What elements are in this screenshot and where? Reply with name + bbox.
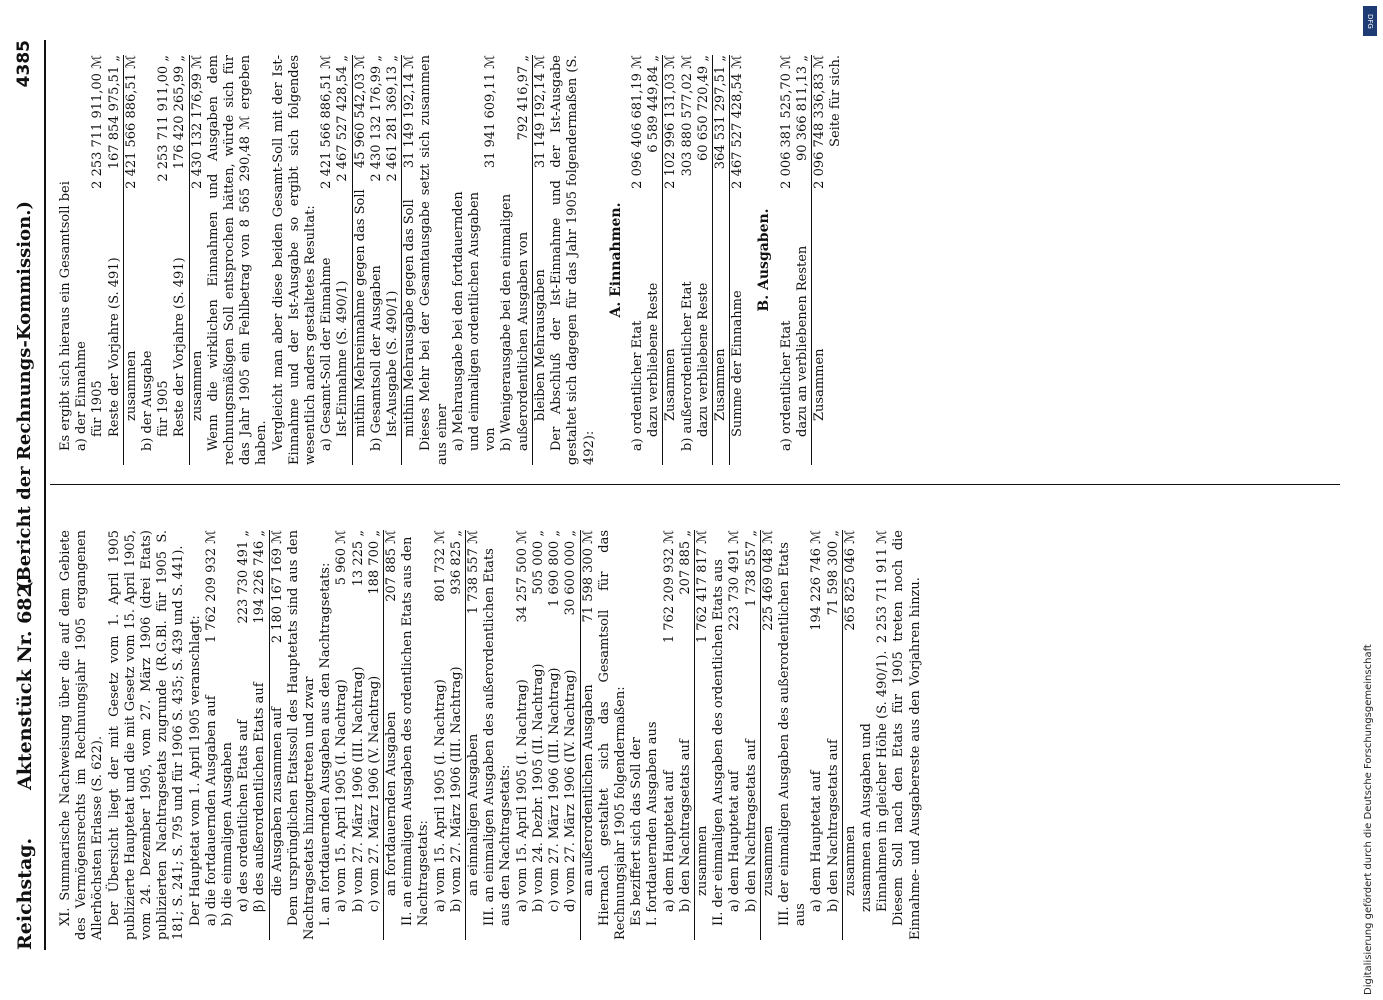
line-item: b) vom 27. März 1906 (III. Nachtrag) 13 225 „ — [350, 530, 366, 912]
continuation-note: Seite für sich. — [828, 55, 844, 147]
paragraph: Der Hauptetat vom 1. April 1905 veranschlagt: — [187, 615, 203, 926]
paragraph: Diesem Soll nach den Etats für 1905 treten noch die Einnahme- und Ausgabereste aus den Vorjahren hinzu. — [891, 530, 923, 940]
total-line: zusammen an Ausgaben und Einnahmen in gleicher Höhe (S. 490/1). 2 253 711 911 ℳ — [858, 530, 891, 912]
section-heading: III. der einmaligen Ausgaben des außerordentlichen Etats aus — [776, 542, 809, 926]
section-heading: III. an einmaligen Ausgaben des außerordentlichen Etats aus den Nachtragsetats: — [482, 548, 514, 926]
header-rule — [44, 40, 46, 950]
line-item: b) außerordentlicher Etat 303 880 577,02 ℳ — [679, 55, 695, 451]
paragraph: Es ergibt sich hieraus ein Gesamtsoll bei — [58, 181, 73, 451]
paragraph: Der Übersicht liegt der mit Gesetz vom 1. April 1905 publizierte Hauptetat und die mit Gesetz vom 15. April 1905, vom 24. Dezember 1905, vom 27. März 1906 (drei Etats) publizierten Nachtragsetats zugrunde (R.G.Bl. für 1905 S. 181; S. 241; S. 795 und für 1906 S. 435; S. 439 und S. 441). — [106, 530, 187, 940]
header-subtitle: (Bericht der Rechnungs-Kommission.) — [14, 201, 35, 590]
total-line: Summe der Einnahme 2 467 527 428,54 ℳ — [729, 55, 746, 465]
line-item: c) vom 27. März 1906 (V. Nachtrag) 188 700 „ — [366, 530, 382, 912]
sum-line: an einmaligen Ausgaben 1 738 557 ℳ — [465, 530, 482, 940]
sum-line: an außerordentlichen Ausgaben 71 598 300 ℳ — [580, 530, 597, 940]
dfg-logo: DFG — [1363, 6, 1377, 36]
line-item: a) Gesamt-Soll der Einnahme 2 421 566 886,51 ℳ — [319, 55, 335, 451]
sum-line: zusammen 2 421 566 886,51 ℳ — [123, 55, 140, 465]
sum-line: zusammen 2 430 132 176,99 ℳ — [189, 55, 206, 465]
line-item: a) Mehrausgabe bei den fortdauernden und einmaligen ordentlichen Ausgaben von 31 941 609,11 ℳ — [450, 55, 499, 451]
paragraph: Vergleicht man aber diese beiden Gesamt-Soll mit der Ist-Einnahme und der Ist-Ausgabe so ergibt sich folgendes wesentlich anders gestaltetes Resultat: — [270, 55, 319, 465]
sum-line: Zusammen 2 102 996 131,03 ℳ — [662, 55, 679, 465]
sum-line: bleiben Mehrausgaben 31 149 192,14 ℳ — [532, 55, 549, 465]
line-item: Ist-Ausgabe (S. 490/1) 2 461 281 369,13 „ — [385, 55, 401, 437]
line-item: a) vom 15. April 1905 (I. Nachtrag) 5 960 ℳ — [334, 530, 350, 912]
line-item: b) den Nachtragsetats auf 71 598 300 „ — [825, 530, 841, 912]
section-title: A. Einnahmen. — [607, 202, 624, 318]
paragraph: Wenn die wirklichen Einnahmen und Ausgaben dem rechnungsmäßigen Soll entsprochen hätten, würde sich für das Jahr 1905 ein Fehlbetrag von 8 565 290,48 ℳ ergeben haben. — [205, 55, 270, 465]
line-item: dazu an verbliebenen Resten 90 366 811,13 „ — [794, 55, 810, 437]
line-item: b) den Nachtragsetats auf 207 885 „ — [677, 530, 693, 912]
section-heading: II. an einmaligen Ausgaben des ordentlichen Etats aus den Nachtragsetats: — [400, 536, 432, 926]
paragraph: Dem ursprünglichen Etatssoll des Hauptetats sind aus den Nachtragsetats hinzugetreten und zwar — [285, 530, 318, 940]
line-item: a) dem Hauptetat auf 194 226 746 ℳ — [809, 530, 825, 912]
paragraph: Der Abschluß der Ist-Einnahme und der Ist-Ausgabe gestaltet sich dagegen für das Jahr 1905 folgendermaßen (S. 492): — [549, 55, 597, 465]
line-item: Reste der Vorjahre (S. 491) 167 854 975,51 „ — [106, 55, 122, 437]
line-item: dazu verbliebene Reste 6 589 449,84 „ — [646, 55, 662, 437]
line-item: a) vom 15. April 1905 (I. Nachtrag) 801 732 ℳ — [432, 530, 448, 912]
digitization-note: Digitalisierung gefördert durch die Deutsche Forschungsgemeinschaft — [1363, 644, 1374, 995]
column-divider — [50, 484, 1340, 485]
line-item: d) vom 27. März 1906 (IV. Nachtrag) 30 600 000 „ — [563, 530, 579, 912]
line-item: b) der Ausgabe — [140, 350, 156, 451]
line-item: a) dem Hauptetat auf 223 730 491 ℳ — [727, 530, 743, 912]
header-left: Reichstag. — [14, 837, 36, 950]
line-item: α) des ordentlichen Etats auf 223 730 491 „ — [236, 530, 252, 912]
line-item: b) vom 24. Dezbr. 1905 (II. Nachtrag) 505 000 „ — [530, 530, 546, 912]
paragraph: Dieses Mehr bei der Gesamtausgabe setzt sich zusammen aus einer — [418, 55, 450, 465]
paragraph: Es beziffert sich das Soll der — [629, 737, 645, 926]
sum-line: zusammen 225 469 048 ℳ — [760, 530, 777, 940]
paragraph: XI. Summarische Nachweisung über die auf dem Gebiete des Vermögensrechts im Rechnungsjahr 1905 ergangenen Allerhöchsten Erlasse (S. 622). — [58, 530, 106, 940]
line-item: a) ordentlicher Etat 2 006 381 525,70 ℳ — [778, 55, 794, 451]
left-column — [58, 530, 924, 940]
right-column — [58, 55, 844, 465]
sum-line: an fortdauernden Ausgaben 207 885 ℳ — [383, 530, 400, 940]
line-item: a) vom 15. April 1905 (I. Nachtrag) 34 257 500 ℳ — [514, 530, 530, 912]
line-item: a) die fortdauernden Ausgaben auf 1 762 209 932 ℳ — [203, 530, 219, 926]
section-heading: II. der einmaligen Ausgaben des ordentlichen Etats aus — [711, 559, 727, 926]
section-title: B. Ausgaben. — [756, 208, 773, 312]
line-item: a) ordentlicher Etat 2 096 406 681,19 ℳ — [629, 55, 645, 451]
sum-line: zusammen 265 825 046 ℳ — [842, 530, 859, 940]
sum-line: zusammen 1 762 417 817 ℳ — [694, 530, 711, 940]
sum-line: mithin Mehrausgabe gegen das Soll 31 149 192,14 ℳ — [401, 55, 418, 465]
line-item: b) vom 27. März 1906 (III. Nachtrag) 936 825 „ — [448, 530, 464, 912]
sum-line: mithin Mehreinnahme gegen das Soll 45 960 542,03 ℳ — [352, 55, 369, 465]
section-heading: I. an fortdauernden Ausgaben aus den Nachtragsetats: — [318, 562, 334, 926]
line-item: c) vom 27. März 1906 (III. Nachtrag) 1 690 800 „ — [547, 530, 563, 912]
line-item: dazu verbliebene Reste 60 650 720,49 „ — [695, 55, 711, 437]
line-item: für 1905 2 253 711 911,00 ℳ — [90, 55, 106, 437]
line-item: b) Wenigerausgabe bei den einmaligen außerordentlichen Ausgaben von 792 416,97 „ — [499, 55, 531, 451]
sum-line: die Ausgaben zusammen auf 2 180 167 169 ℳ — [269, 530, 286, 940]
page-header — [14, 40, 44, 950]
line-item: b) die einmaligen Ausgaben — [220, 742, 236, 926]
line-item: b) den Nachtragsetats auf 1 738 557 „ — [743, 530, 759, 912]
sum-line: Zusammen 364 531 297,51 „ — [712, 55, 729, 465]
line-item: für 1905 2 253 711 911,00 „ — [156, 55, 172, 437]
line-item: Ist-Einnahme (S. 490/1) 2 467 527 428,54 „ — [335, 55, 351, 437]
line-item: Reste der Vorjahre (S. 491) 176 420 265,99 „ — [172, 55, 188, 437]
header-center: Aktenstück Nr. 682. — [14, 577, 36, 790]
sum-line: Zusammen 2 096 748 336,83 ℳ — [811, 55, 828, 465]
paragraph: Hiernach gestaltet sich das Gesamtsoll für das Rechnungsjahr 1905 folgendermaßen: — [596, 530, 628, 940]
line-item: a) der Einnahme — [74, 341, 90, 451]
page-number: 4385 — [14, 40, 34, 88]
line-item: b) Gesamtsoll der Ausgaben 2 430 132 176,99 „ — [368, 55, 384, 451]
section-heading: I. fortdauernden Ausgaben aus — [645, 721, 661, 926]
line-item: β) des außerordentlichen Etats auf 194 226 746 „ — [252, 530, 268, 912]
line-item: a) dem Hauptetat auf 1 762 209 932 ℳ — [661, 530, 677, 912]
